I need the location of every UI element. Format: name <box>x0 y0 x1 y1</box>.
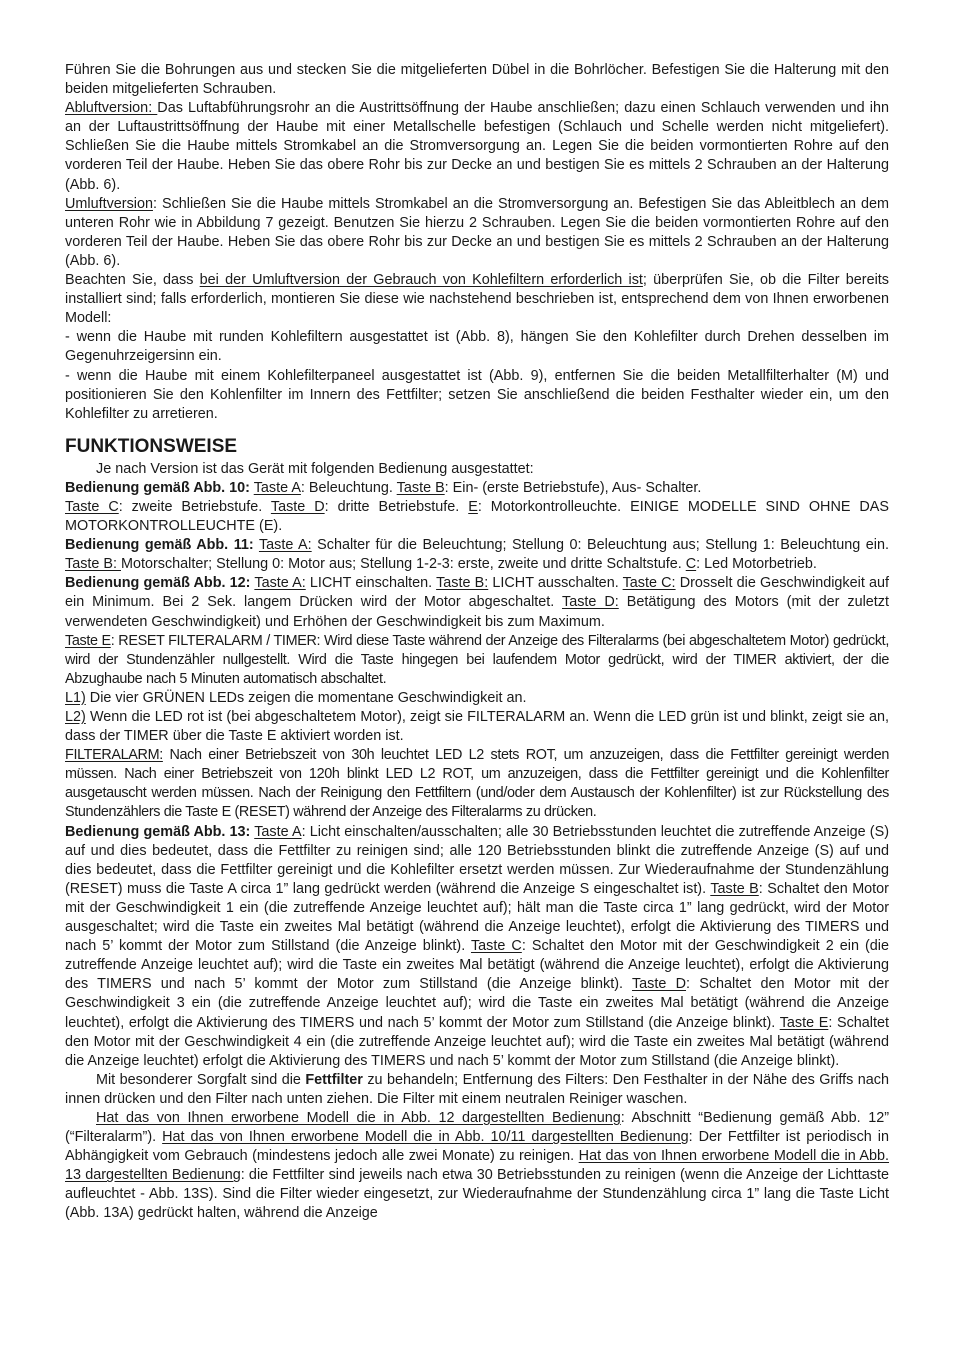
bullet-filter-panel: - wenn die Haube mit einem Kohlefilterpaneel ausgestattet ist (Abb. 9), entfernen Sie die beiden Metallfilterhalter (M) und positionieren Sie den Kohlenfilter im Innern des Fettfilter; setzen Sie anschließend die beiden Festhalter wieder ein, um den Kohlefilter zu arretieren. <box>65 367 889 422</box>
abb12-taste-a: Taste A: <box>254 575 306 592</box>
abb13-taste-d: Taste D <box>631 976 687 993</box>
model-abb13-underlined: Hat das von Ihnen erworbene Modell die in Abb. 13 dargestellten Bedienung <box>65 1148 890 1184</box>
abluft-label: Abluftversion: <box>65 100 158 117</box>
beachten-paragraph <box>65 271 889 328</box>
model-abb12-text: : Abschnitt “Bedienung gemäß Abb. 12” (“Filteralarm”). <box>65 1109 889 1146</box>
abb13-taste-a-text: : Licht einschalten/ausschalten; alle 30 Betriebsstunden leuchtet die zutreffende Anzeige (S) auf und dies bedeutet, dass die Fettfilter zu reinigen sind; alle 120 Betriebsstunden blinkt die zutreffende Anzeige (S) auf und dies bedeutet, dass die Fettfilter gereinigt und die Kohlefilter ersetzt werden müssen. Zur Wiederaufnahme der Stundenzählung (RESET) muss die Taste A circa 1” lang gedrückt werden (während die Anzeige S eingeschaltet ist). <box>65 823 889 897</box>
abb13-taste-e-text: : Schaltet den Motor mit der Geschwindigkeit 4 ein (die zutreffende Anzeige leuchtet auf); wird die Taste ein zweites Mal betätigt (während die Anzeige leuchtet) erfolgt die Aktivierung des TIMERS und nach 5’ kommt der Motor zum Stillstand (die Anzeige blinkt). <box>65 1014 890 1069</box>
abb13-taste-b: Taste B <box>710 880 759 897</box>
abb13-heading: Bedienung gemäß Abb. 13: <box>65 823 251 840</box>
abb10-e-text: : Motorkontrolleuchte. EINIGE MODELLE SIND OHNE DAS MOTORKONTROLLEUCHTE (E). <box>65 498 889 535</box>
abb10-heading: Bedienung gemäß Abb. 10: <box>65 479 250 496</box>
abb12-taste-e-paragraph <box>65 632 889 689</box>
abb12-taste-e-text: : RESET FILTERALARM / TIMER: Wird diese Taste während der Anzeige des Filteralarms (bei abgeschaltetem Motor) gedrückt, wird der Stundenzähler nullgestellt. Wird die Taste hingegen bei laufendem Motor gedrückt, wird der TIMER aktiviert, der die Abzughaube nach 5 Minuten automatisch abschaltet. <box>65 632 889 687</box>
abb13-taste-b-text: : Schaltet den Motor mit der Geschwindigkeit 1 ein (die zutreffende Anzeige leuchtet auf); hält man die Taste circa 1” lang gedrückt, wird der Motor ausgeschaltet; wird die Taste ein zweites Mal betätigt (während die Anzeige leuchtet), erfolgt die Aktivierung des TIMERS und nach 5’ kommt der Motor zum Stillstand (die Anzeige blinkt). <box>65 880 889 955</box>
abb13-taste-c: Taste C <box>470 938 522 955</box>
abb12-taste-c-text: Drosselt die Geschwindigkeit auf ein Minimum. Bei 2 Sek. langem Drücken wird der Motor abgeschaltet. <box>65 575 889 611</box>
abb12-l1: L1) <box>65 689 86 706</box>
abluft-text: Das Luftabführungsrohr an die Austrittsöffnung der Haube anschließen; dazu einen Schlauch verwenden und ihn an der Luftaustrittsöffnung der Haube mit einer Metallschelle befestigen (Schlauch und Schelle werden nicht mitgeliefert). Schließen Sie die Haube mittels Stromkabel an die Stromversorgung an. Legen Sie die beiden vormontierten Rohre auf den vorderen Teil der Haube. Heben Sie das obere Rohr bis zur Decke an und bestigen Sie es mittels 2 Schrauben an der Halterung (Abb. 6). <box>65 100 889 193</box>
abb10-taste-b-text: : Ein- (erste Betriebstufe), Aus- Schalter. <box>444 479 702 496</box>
abb11-c-text: : Led Motorbetrieb. <box>696 556 817 573</box>
section-intro: Je nach Version ist das Gerät mit folgenden Bedienung ausgestattet: <box>96 460 534 477</box>
model-abb10-11-underlined: Hat das von Ihnen erworbene Modell die in Abb. 10/11 dargestellten Bedienung <box>162 1129 689 1146</box>
abb10-paragraph <box>65 479 889 498</box>
abb11-taste-a: Taste A: <box>258 537 312 554</box>
install-paragraph: Führen Sie die Bohrungen aus und stecken Sie die mitgelieferten Dübel in die Bohrlöcher. Befestigen Sie die Halterung mit den beiden mitgelieferten Schrauben. <box>65 62 889 98</box>
fettfilter-bold: Fettfilter <box>305 1071 363 1088</box>
abb11-taste-b-text: Motorschalter; Stellung 0: Motor aus; Stellung 1-2-3: erste, zweite und dritte Schaltstufe. <box>121 556 686 573</box>
abb12-taste-d-text: Betätigung des Motors (mit der zuletzt verwendeten Geschwindigkeit) und Erhöhen der Geschwindigkeit bis zum Maximum. <box>65 594 889 630</box>
abb10-taste-c-text: : zweite Betriebstufe. <box>118 498 271 515</box>
abb13-taste-d-text: : Schaltet den Motor mit der Geschwindigkeit 3 ein (die zutreffende Anzeige leuchtet auf); wird die Taste ein zweites Mal betätigt (während die Anzeige leuchtet), erfolgt die Aktivierung des TIMERS und nach 5’ kommt der Motor zum Stillstand (die Anzeige blinkt). <box>65 976 889 1031</box>
fettfilter-text-b: zu behandeln; Entfernung des Filters: Den Festhalter in der Nähe des Griffs nach innen drücken und den Filter nach unten ziehen. Die Filter mit einem neutralen Reiniger waschen. <box>65 1071 889 1107</box>
abb13-taste-a: Taste A <box>254 823 302 840</box>
umluft-label: Umluftversion <box>65 195 153 212</box>
abb12-taste-d: Taste D: <box>562 594 619 611</box>
section-heading: FUNKTIONSWEISE <box>65 435 238 457</box>
umluft-paragraph <box>65 195 889 271</box>
abb13-taste-c-text: : Schaltet den Motor mit der Geschwindigkeit 2 ein (die zutreffende Anzeige leuchtet auf); wird die Taste ein zweites Mal betätigt (während die Anzeige leuchtet), erfolgt die Aktivierung des TIMERS und nach 5’ kommt der Motor zum Stillstand (die Anzeige blinkt). <box>65 938 889 993</box>
abb10-e: E <box>468 498 478 515</box>
beachten-text-a: Beachten Sie, dass <box>65 272 200 289</box>
abb11-taste-a-text: Schalter für die Beleuchtung; Stellung 0: Beleuchtung aus; Stellung 1: Beleuchtung ein. <box>311 537 890 554</box>
beachten-underlined: bei der Umluftversion der Gebrauch von Kohlefiltern erforderlich ist <box>199 272 643 289</box>
abb10-paragraph-2 <box>65 498 889 536</box>
abb12-l1-paragraph <box>65 689 889 708</box>
abb11-c: C <box>685 556 697 573</box>
abb10-taste-d: Taste D <box>270 498 325 515</box>
abb12-taste-c: Taste C: <box>622 575 676 592</box>
abb12-l2-paragraph <box>65 708 889 746</box>
abb10-taste-d-text: : dritte Betriebstufe. <box>324 498 469 515</box>
abb10-taste-a-text: : Beleuchtung. <box>300 479 397 496</box>
abb10-taste-c: Taste C <box>65 498 119 515</box>
abb12-l1-text: Die vier GRÜNEN LEDs zeigen die momentane Geschwindigkeit an. <box>85 689 527 706</box>
abb12-heading: Bedienung gemäß Abb. 12: <box>65 575 251 592</box>
abb10-taste-b: Taste B <box>396 479 445 496</box>
abb11-paragraph <box>65 536 889 574</box>
abluft-paragraph <box>65 99 889 194</box>
abb10-taste-a: Taste A <box>253 479 301 496</box>
umluft-text: : Schließen Sie die Haube mittels Stromkabel an die Stromversorgung an. Befestigen Sie das Ableitblech an dem unteren Rohr wie in Abbildung 7 gezeigt. Benutzen Sie hierzu 2 Schrauben. Legen Sie die beiden vormontierten Rohre auf den vorderen Teil der Haube. Heben Sie das obere Rohr bis zur Decke an und bestigen Sie es mittels 2 Schrauben an der Halterung (Abb. 6). <box>65 195 889 269</box>
abb12-taste-b: Taste B: <box>436 575 489 592</box>
filteralarm-text: Nach einer Betriebszeit von 30h leuchtet LED L2 stets ROT, um anzuzeigen, dass die Fettfilter gereinigt werden müssen. Nach einer Betriebszeit von 120h blinkt LED L2 ROT, um anzuzeigen, dass die Fettfilter gereinigt und die Kohlenfilter ausgetauscht werden müssen. Nach der Reinigung den Fettfiltern (und/oder dem Austausch der Kohlenfilter) ist zur Rückstellung des Stundenzählers die Taste E (RESET) während der Anzeige des Filteralarms zu drücken. <box>65 747 889 821</box>
abb12-l2-text: Wenn die LED rot ist (bei abgeschaltetem Motor), zeigt sie FILTERALARM an. Wenn die LED grün ist und blinkt, zeigt sie an, dass der TIMER über die Taste E aktiviert worden ist. <box>65 709 889 745</box>
fettfilter-paragraph <box>65 1071 889 1109</box>
model-cleaning-paragraph <box>65 1109 889 1224</box>
abb11-heading: Bedienung gemäß Abb. 11: <box>65 537 254 554</box>
abb13-paragraph <box>65 823 889 1071</box>
model-abb13-text: : die Fettfilter sind jeweils nach etwa 30 Betriebsstunden zu reinigen (wenn die Anzeige der Lichttaste aufleuchtet - Abb. 13S). Sind die Filter wieder eingesetzt, zur Wiederaufnahme der Stundenzählung circa 1” lang die Taste Licht (Abb. 13A) gedrückt halten, während die Anzeige <box>65 1167 889 1222</box>
abb12-taste-a-text: LICHT einschalten. <box>305 575 437 592</box>
beachten-text-b: ; überprüfen Sie, ob die Filter bereits installiert sind; falls erforderlich, montieren Sie diese wie nachstehend beschrieben ist, entsprechend dem von Ihnen erworbenen Modell: <box>65 272 889 327</box>
abb11-taste-b: Taste B: <box>65 556 121 573</box>
model-abb12-underlined: Hat das von Ihnen erworbene Modell die in Abb. 12 dargestellten Bedienung <box>96 1109 621 1126</box>
filteralarm-label: FILTERALARM: <box>65 747 163 764</box>
fettfilter-text-a: Mit besonderer Sorgfalt sind die <box>96 1071 306 1088</box>
abb13-taste-e: Taste E <box>779 1014 829 1031</box>
abb12-taste-e: Taste E <box>65 632 111 649</box>
abb12-l2: L2) <box>65 709 86 725</box>
model-abb10-11-text: : Der Fettfilter ist periodisch in Abhängigkeit vom Gebrauch (mindestens jedoch alle zwei Monate) zu reinigen. <box>65 1129 889 1165</box>
filteralarm-paragraph <box>65 746 889 822</box>
bullet-round-filter: - wenn die Haube mit runden Kohlefiltern ausgestattet ist (Abb. 8), hängen Sie den Kohlefilter durch Drehen desselben im Gegenuhrzeigersinn ein. <box>65 329 889 365</box>
abb12-taste-b-text: LICHT ausschalten. <box>488 575 623 592</box>
abb12-paragraph <box>65 574 889 631</box>
